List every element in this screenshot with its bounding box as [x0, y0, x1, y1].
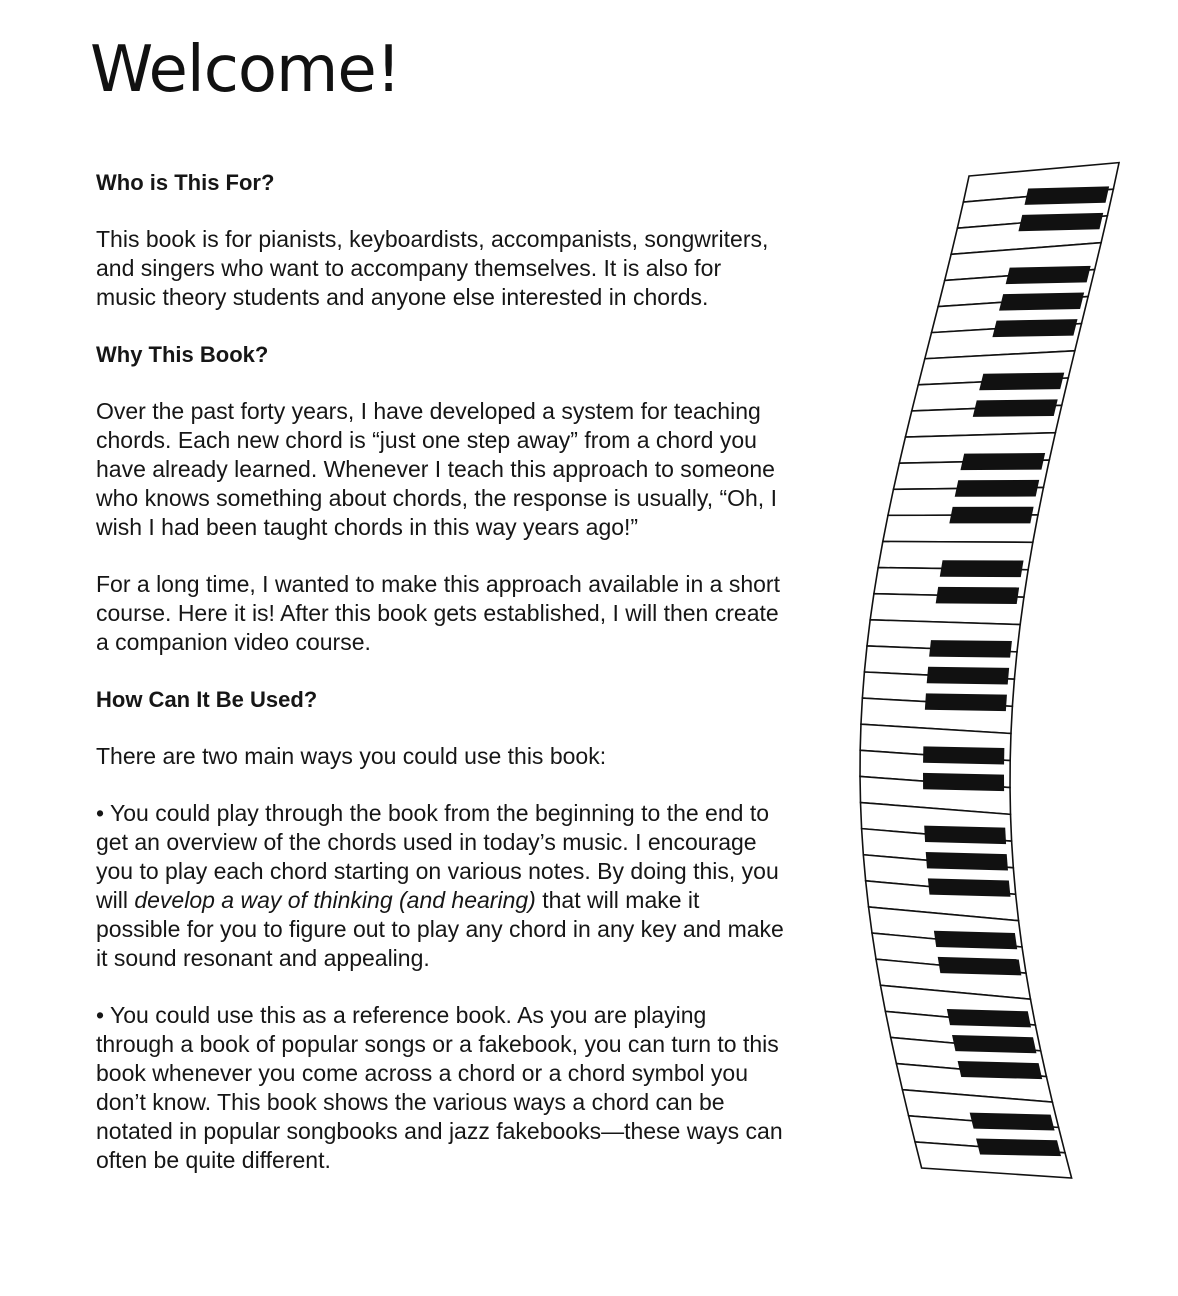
black-key	[955, 480, 1040, 497]
section-heading-why: Why This Book?	[96, 342, 269, 367]
bullet-text-start: • You could play through the book from the beginning to the end to get an overview of the chords used in today’s music. I encourage you to play each chord starting on various notes. By doing this, you will	[96, 800, 779, 913]
bullet-text-emphasis: develop a way of thinking (and hearing)	[134, 887, 536, 913]
black-key	[923, 773, 1004, 791]
black-key	[960, 453, 1045, 470]
black-key	[999, 292, 1084, 310]
black-key	[1025, 186, 1110, 204]
black-key	[973, 399, 1058, 416]
bullet-item-reference: • You could use this as a reference book. As you are playing through a book of popular songs or a fakebook, you can turn to this book whenever you come across a chord or a chord symbol you don’t know. This book shows the various ways a chord can be notated in popular songbooks and jazz fakebooks—these ways can often be quite different.	[96, 1002, 783, 1173]
bullet-item-play-through	[96, 799, 786, 973]
black-key	[1018, 213, 1103, 231]
black-key	[952, 1035, 1036, 1053]
bullet-text-end: that will make it possible for you to figure out to play any chord in any key and make it sound resonant and appealing.	[96, 887, 784, 971]
section-body-who: This book is for pianists, keyboardists, accompanists, songwriters, and singers who want to accompany themselves. It is also for music theory students and anyone else interested in chords.	[96, 226, 769, 310]
black-key	[938, 957, 1022, 975]
black-key	[976, 1138, 1061, 1156]
black-key	[1006, 266, 1091, 284]
curved-piano-keyboard-icon	[820, 160, 1130, 1190]
section-body-how-intro: There are two main ways you could use this book:	[96, 743, 607, 769]
black-key	[979, 373, 1064, 391]
black-key	[970, 1113, 1055, 1131]
black-key	[992, 319, 1077, 337]
black-key	[923, 746, 1004, 764]
main-content	[96, 168, 786, 1203]
black-key	[927, 667, 1009, 685]
section-heading-who: Who is This For?	[96, 170, 275, 195]
section-body-why-1: Over the past forty years, I have developed a system for teaching chords. Each new chord is “just one step away” from a chord you have already learned. Whenever I teach this approach to someone who knows something about chords, the response is usually, “Oh, I wish I had been taught chords in this way years ago!”	[96, 398, 777, 540]
black-key	[934, 931, 1017, 949]
black-key	[958, 1061, 1043, 1079]
page-title: Welcome!	[90, 33, 401, 107]
black-key	[949, 507, 1033, 524]
black-key	[928, 878, 1011, 896]
black-key	[936, 587, 1019, 604]
section-heading-how: How Can It Be Used?	[96, 687, 318, 712]
black-key	[940, 560, 1024, 577]
black-key	[925, 693, 1007, 711]
black-key	[926, 852, 1008, 870]
black-key	[929, 640, 1012, 658]
black-key	[947, 1009, 1031, 1027]
section-body-why-2: For a long time, I wanted to make this approach available in a short course. Here it is! After this book gets established, I will then create a companion video course.	[96, 571, 780, 655]
black-key	[924, 826, 1006, 844]
